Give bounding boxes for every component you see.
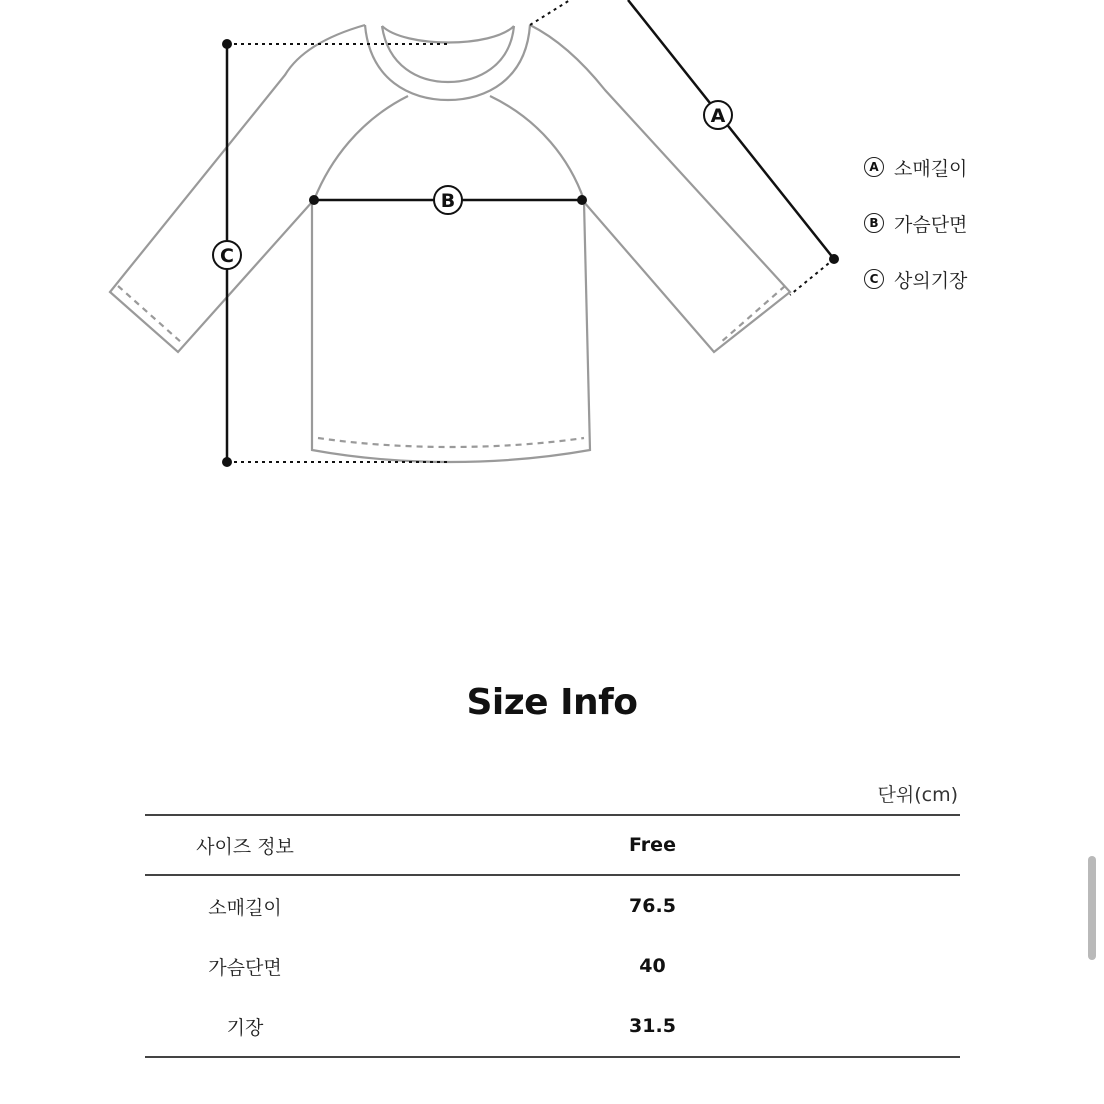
legend-label-sleeve: 소매길이 (894, 157, 968, 180)
collar-back (382, 26, 514, 43)
legend-item-sleeve (864, 150, 1044, 184)
marker-a: A (710, 105, 726, 127)
garment-shape (110, 25, 790, 462)
tshirt-outline (110, 25, 790, 462)
measure-b (309, 186, 587, 214)
row-value: 40 (639, 955, 666, 977)
legend-mark-c: C (864, 269, 884, 289)
raglan-seam-left (314, 96, 408, 200)
legend-label-length: 상의기장 (894, 269, 968, 292)
hem-stitch (318, 438, 584, 447)
measurement-legend (864, 150, 1044, 318)
legend-mark-a: A (864, 157, 884, 177)
row-value: 76.5 (629, 895, 676, 917)
legend-item-chest (864, 206, 1044, 240)
cuff-stitch-left (118, 286, 182, 343)
measure-c (213, 39, 448, 467)
size-table (145, 814, 960, 1058)
measure-a (530, 0, 839, 295)
collar-inner (382, 26, 514, 82)
header-value: Free (629, 834, 676, 856)
row-label: 소매길이 (208, 896, 282, 919)
row-label: 기장 (226, 1016, 264, 1039)
legend-label-chest: 가슴단면 (894, 213, 968, 236)
table-row (145, 936, 960, 996)
scrollbar-thumb[interactable] (1088, 856, 1096, 960)
legend-item-length (864, 262, 1044, 296)
collar-outer (365, 25, 530, 100)
marker-b: B (440, 190, 456, 212)
legend-mark-b: B (864, 213, 884, 233)
marker-c: C (220, 245, 234, 267)
raglan-seam-right (490, 96, 584, 200)
cuff-stitch-right (720, 286, 785, 343)
unit-label: 단위(cm) (877, 784, 958, 806)
section-title: Size Info (466, 682, 638, 723)
row-label: 가슴단면 (208, 956, 282, 979)
table-header-row (145, 814, 960, 876)
row-value: 31.5 (629, 1015, 676, 1037)
table-row (145, 996, 960, 1058)
header-label: 사이즈 정보 (196, 835, 294, 858)
table-row (145, 876, 960, 936)
